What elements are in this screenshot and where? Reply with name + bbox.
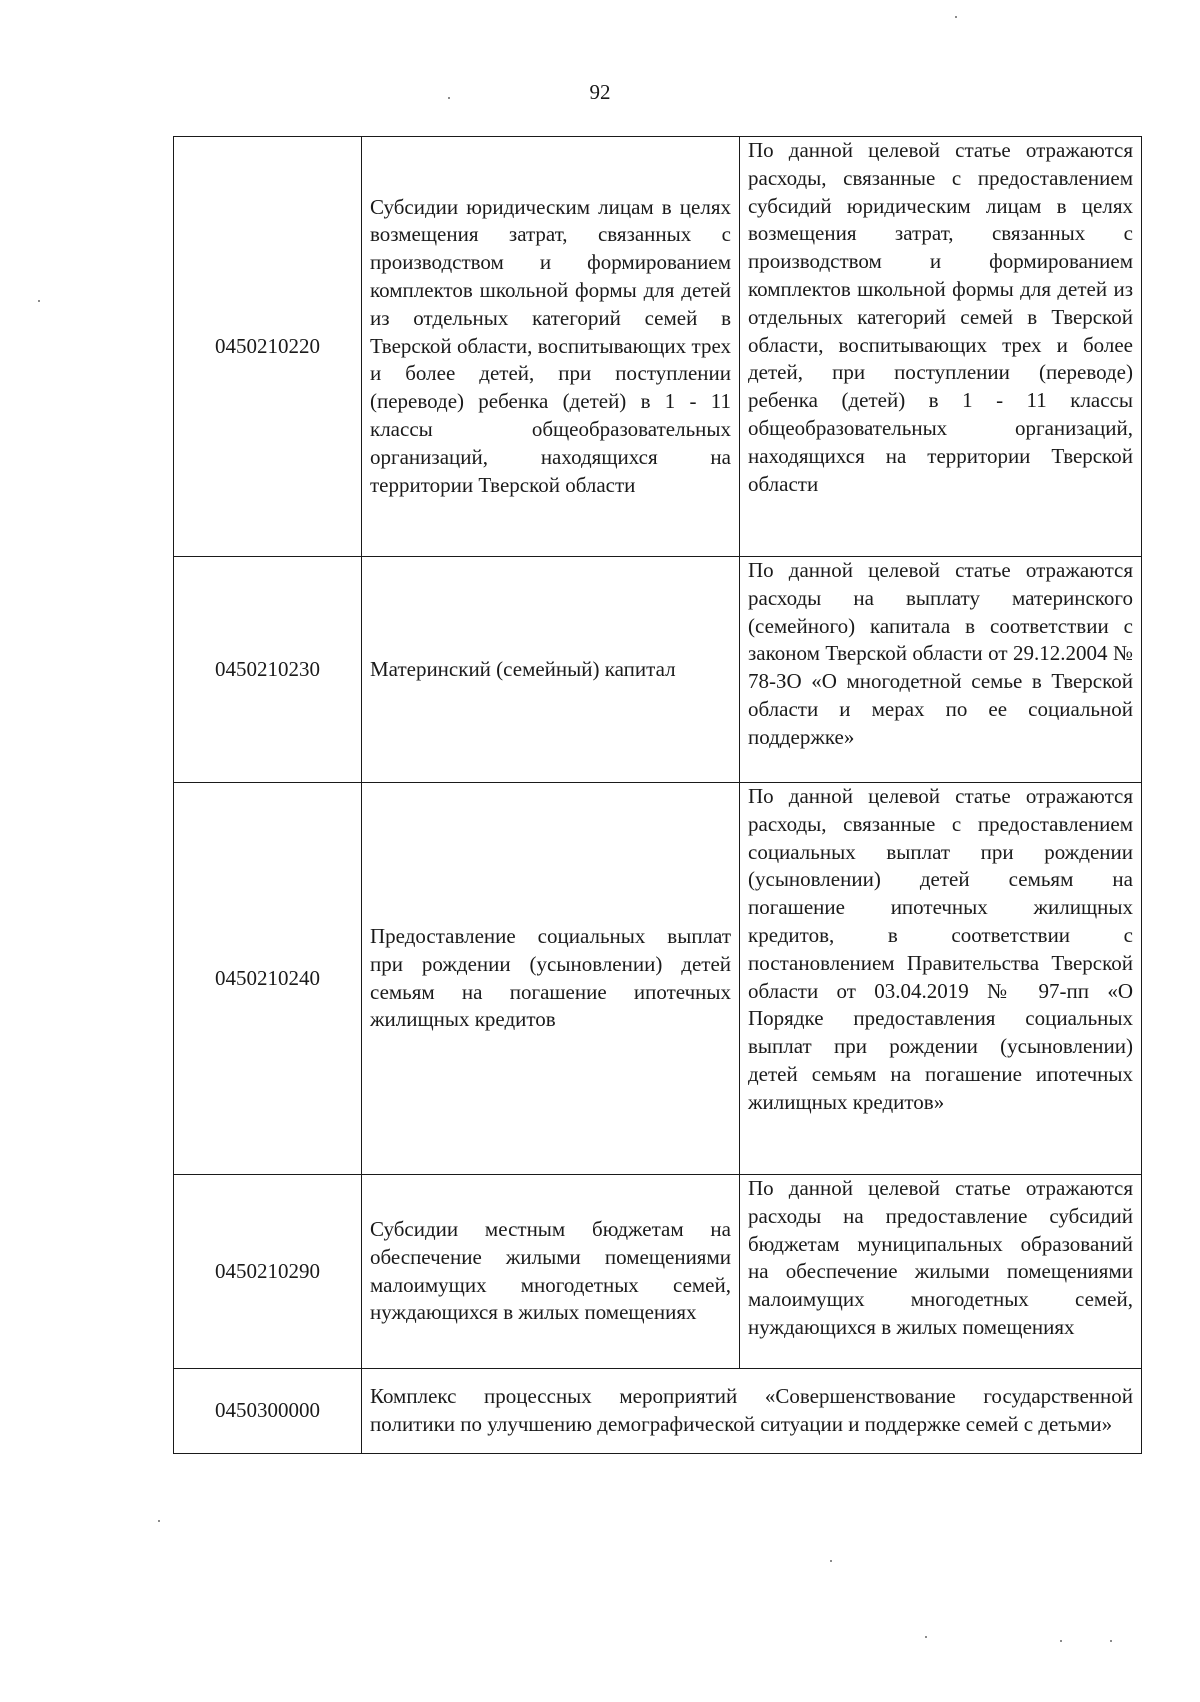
row-name: Субсидии юридическим лицам в целях возмещения затрат, связанных с производством и формированием комплектов школьной формы для детей из отдельных категорий семей в Тверской области, воспитывающих трех и более детей, при поступлении (переводе) ребенка (детей) в 1 - 11 классы общеобразовательных организаций, находящихся на территории Тверской области bbox=[362, 137, 740, 557]
row-name: Комплекс процессных мероприятий «Совершенствование государственной политики по улучшению демографической ситуации и поддержке семей с детьми» bbox=[362, 1369, 1142, 1454]
scan-speck bbox=[448, 97, 450, 99]
row-name: Предоставление социальных выплат при рождении (усыновлении) детей семьям на погашение ипотечных жилищных кредитов bbox=[362, 783, 740, 1175]
budget-classification-table bbox=[173, 136, 1142, 1454]
table-row-program bbox=[174, 1369, 1142, 1454]
table-row bbox=[174, 137, 1142, 557]
scan-speck bbox=[1110, 1640, 1112, 1642]
row-description: По данной целевой статье отражаются расходы, связанные с предоставлением субсидий юридическим лицам в целях возмещения затрат, связанных с производством и формированием комплектов школьной формы для детей из отдельных категорий семей в Тверской области, воспитывающих трех и более детей, при поступлении (переводе) ребенка (детей) в 1 - 11 классы общеобразовательных организаций, находящихся на территории Тверской области bbox=[740, 137, 1142, 557]
scan-speck bbox=[955, 16, 957, 18]
table-row bbox=[174, 1175, 1142, 1369]
row-code: 0450210230 bbox=[174, 557, 362, 783]
row-description: По данной целевой статье отражаются расходы на предоставление субсидий бюджетам муниципальных образований на обеспечение жилыми помещениями малоимущих многодетных семей, нуждающихся в жилых помещениях bbox=[740, 1175, 1142, 1369]
row-code: 0450210220 bbox=[174, 137, 362, 557]
scan-speck bbox=[158, 1520, 160, 1522]
table-row bbox=[174, 783, 1142, 1175]
row-name: Материнский (семейный) капитал bbox=[362, 557, 740, 783]
table-row bbox=[174, 557, 1142, 783]
row-code: 0450300000 bbox=[174, 1369, 362, 1454]
row-description: По данной целевой статье отражаются расходы на выплату материнского (семейного) капитала в соответствии с законом Тверской области от 29.12.2004 № 78-ЗО «О многодетной семье в Тверской области и мерах по ее социальной поддержке» bbox=[740, 557, 1142, 783]
scan-speck bbox=[925, 1636, 927, 1638]
scan-speck bbox=[830, 1560, 832, 1562]
scan-speck bbox=[38, 300, 40, 302]
row-code: 0450210290 bbox=[174, 1175, 362, 1369]
row-code: 0450210240 bbox=[174, 783, 362, 1175]
row-name: Субсидии местным бюджетам на обеспечение жилыми помещениями малоимущих многодетных семей, нуждающихся в жилых помещениях bbox=[362, 1175, 740, 1369]
row-description: По данной целевой статье отражаются расходы, связанные с предоставлением социальных выплат при рождении (усыновлении) детей семьям на погашение ипотечных жилищных кредитов, в соответствии с постановлением Правительства Тверской области от 03.04.2019 № 97-пп «О Порядке предоставления социальных выплат при рождении (усыновлении) детей семьям на погашение ипотечных жилищных кредитов» bbox=[740, 783, 1142, 1175]
page-number: 92 bbox=[589, 80, 611, 104]
scan-speck bbox=[1060, 1640, 1062, 1642]
